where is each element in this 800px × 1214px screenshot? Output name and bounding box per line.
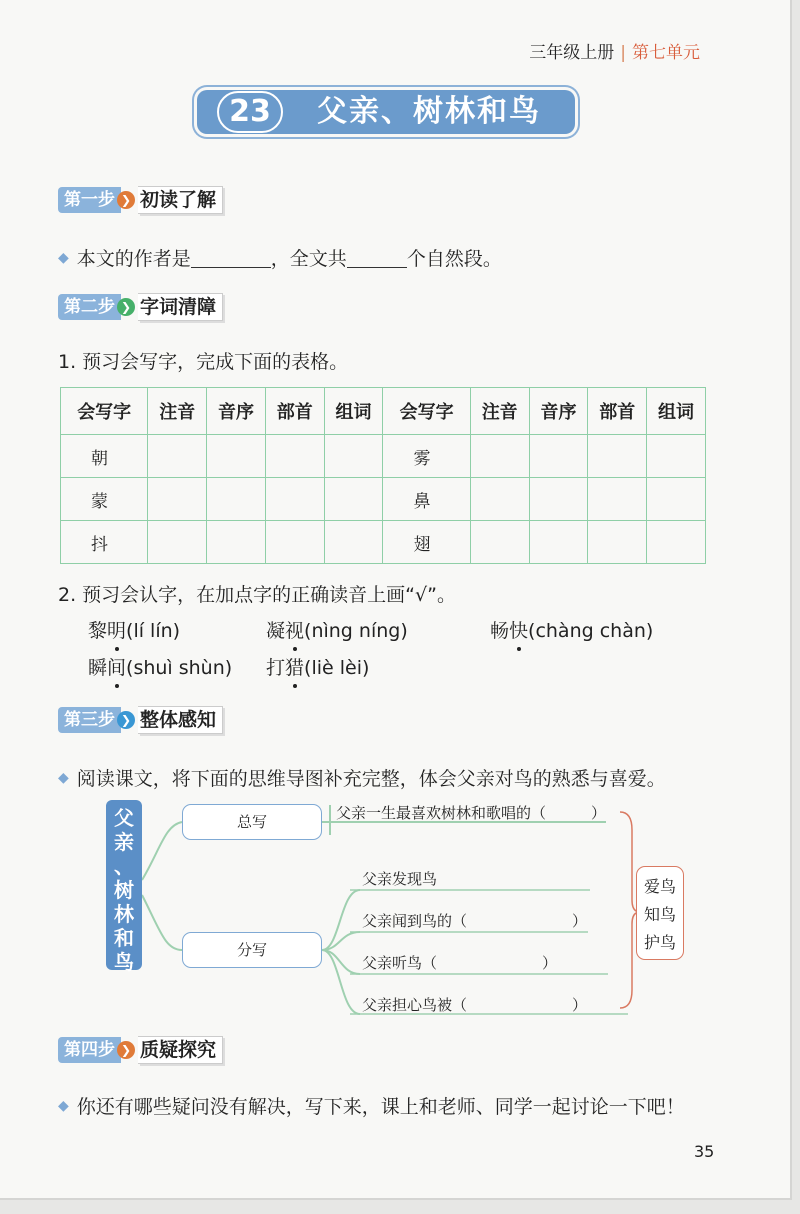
detail-item: 父亲担心鸟被（ ） (362, 996, 588, 1014)
table-row: 蒙 鼻 (61, 478, 706, 521)
question-2: 2. 预习会认字，在加点字的正确读音上画“√”。 (58, 584, 456, 606)
step-name: 质疑探究 (138, 1036, 223, 1064)
step-label: 第一步 (58, 187, 121, 213)
author-blank[interactable] (191, 248, 271, 268)
pinyin-item: 打猎(liè lèi) (266, 653, 369, 680)
step-2-heading (58, 293, 223, 321)
character-table (60, 387, 706, 564)
branch-general: 总写 (182, 804, 322, 840)
diamond-bullet-icon: ◆ (58, 249, 69, 266)
step-name: 整体感知 (138, 706, 223, 734)
page-header: 三年级上册 | 第七单元 (529, 43, 700, 63)
arrow-icon: ❯ (117, 1041, 135, 1059)
diamond-bullet-icon: ◆ (58, 1097, 69, 1114)
summary-box: 爱鸟 知鸟 护鸟 (636, 866, 684, 960)
branch-detail: 分写 (182, 932, 322, 968)
diamond-bullet-icon: ◆ (58, 769, 69, 786)
pinyin-item: 畅快(chàng chàn) (490, 616, 653, 643)
detail-item: 父亲闻到鸟的（ ） (362, 912, 588, 930)
unit-label: 第七单元 (632, 43, 700, 63)
step-4-heading (58, 1036, 223, 1064)
step-name: 初读了解 (138, 186, 223, 214)
pinyin-item: 黎明(lí lín) (88, 616, 180, 643)
general-statement: 父亲一生最喜欢树林和歌唱的（ ） (336, 804, 607, 822)
lesson-title: 父亲、树林和鸟 (317, 94, 541, 129)
step-4-instruction: ◆ 你还有哪些疑问没有解决，写下来，课上和老师、同学一起讨论一下吧！ (58, 1096, 685, 1118)
arrow-icon: ❯ (117, 191, 135, 209)
lesson-number: 23 (217, 91, 283, 133)
detail-item: 父亲听鸟（ ） (362, 954, 558, 972)
step-1-heading (58, 186, 223, 214)
paragraph-count-blank[interactable] (347, 248, 407, 268)
detail-item: 父亲发现鸟 (362, 870, 438, 888)
page-number: 35 (694, 1142, 715, 1161)
arrow-icon: ❯ (117, 298, 135, 316)
step-3-instruction: ◆ 阅读课文，将下面的思维导图补充完整，体会父亲对鸟的熟悉与喜爱。 (58, 768, 666, 790)
table-row: 朝 雾 (61, 435, 706, 478)
question-1: 1. 预习会写字，完成下面的表格。 (58, 351, 349, 373)
lesson-title-banner (197, 90, 575, 134)
step-name: 字词清障 (138, 293, 223, 321)
step-1-question: ◆ 本文的作者是 ，全文共 个自然段。 (58, 248, 502, 270)
step-label: 第四步 (58, 1037, 121, 1063)
arrow-icon: ❯ (117, 711, 135, 729)
step-3-heading (58, 706, 223, 734)
step-label: 第二步 (58, 294, 121, 320)
table-header-row: 会写字 注音 音序 部首 组词 会写字 注音 音序 部首 组词 (61, 388, 706, 435)
grade-label: 三年级上册 (529, 43, 615, 63)
table-row: 抖 翅 (61, 521, 706, 564)
pinyin-item: 凝视(nìng níng) (266, 616, 408, 643)
step-label: 第三步 (58, 707, 121, 733)
mind-map-root: 父 亲 、 树 林 和 鸟 (106, 800, 142, 970)
pinyin-item: 瞬间(shuì shùn) (88, 653, 232, 680)
